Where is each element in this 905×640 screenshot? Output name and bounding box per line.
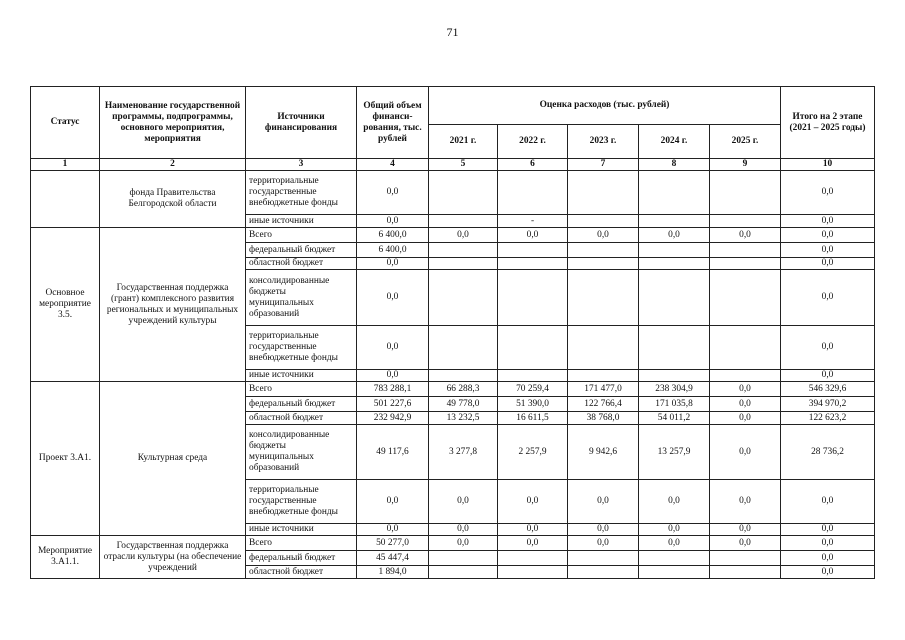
cell-total: 1 894,0	[357, 566, 429, 579]
column-number: 7	[568, 159, 639, 171]
cell-y2023: 171 477,0	[568, 382, 639, 397]
cell-y2022	[498, 566, 568, 579]
cell-stage: 0,0	[781, 480, 875, 524]
cell-stage: 0,0	[781, 536, 875, 551]
cell-y2021: 13 232,5	[429, 412, 498, 425]
cell-y2022: 2 257,9	[498, 425, 568, 480]
table-row	[31, 382, 875, 397]
cell-total: 6 400,0	[357, 243, 429, 258]
cell-y2023	[568, 270, 639, 326]
cell-y2023: 122 766,4	[568, 397, 639, 412]
cell-y2021: 3 277,8	[429, 425, 498, 480]
cell-stage: 0,0	[781, 171, 875, 215]
cell-stage: 0,0	[781, 215, 875, 228]
cell-y2023: 0,0	[568, 536, 639, 551]
cell-y2022	[498, 270, 568, 326]
header-sources: Источники финансирования	[246, 87, 357, 159]
cell-y2024	[639, 370, 710, 382]
cell-y2023	[568, 551, 639, 566]
cell-y2023: 0,0	[568, 480, 639, 524]
cell-total: 232 942,9	[357, 412, 429, 425]
cell-y2024: 171 035,8	[639, 397, 710, 412]
cell-y2023	[568, 326, 639, 370]
column-number: 2	[100, 159, 246, 171]
cell-y2025	[710, 370, 781, 382]
cell-total: 783 288,1	[357, 382, 429, 397]
cell-y2025: 0,0	[710, 524, 781, 536]
cell-y2025: 0,0	[710, 480, 781, 524]
cell-y2025	[710, 215, 781, 228]
cell-total: 0,0	[357, 215, 429, 228]
column-number: 6	[498, 159, 568, 171]
cell-stage: 0,0	[781, 258, 875, 270]
cell-y2021: 0,0	[429, 524, 498, 536]
cell-y2024: 54 011,2	[639, 412, 710, 425]
cell-stage: 0,0	[781, 370, 875, 382]
cell-y2023	[568, 566, 639, 579]
table-body	[31, 171, 875, 579]
row-source: территориальные государственные внебюджетные фонды	[246, 326, 357, 370]
cell-y2024	[639, 171, 710, 215]
header-2025: 2025 г.	[710, 125, 781, 159]
cell-stage: 0,0	[781, 551, 875, 566]
cell-y2024: 13 257,9	[639, 425, 710, 480]
cell-y2024	[639, 326, 710, 370]
cell-y2022: 0,0	[498, 524, 568, 536]
cell-y2022: 51 390,0	[498, 397, 568, 412]
cell-y2021	[429, 243, 498, 258]
column-number: 1	[31, 159, 100, 171]
cell-total: 45 447,4	[357, 551, 429, 566]
cell-y2025	[710, 243, 781, 258]
cell-stage: 546 329,6	[781, 382, 875, 397]
cell-y2025	[710, 326, 781, 370]
row-source: территориальные государственные внебюджетные фонды	[246, 171, 357, 215]
header-status: Статус	[31, 87, 100, 159]
cell-stage: 0,0	[781, 228, 875, 243]
cell-y2024	[639, 566, 710, 579]
cell-y2021: 49 778,0	[429, 397, 498, 412]
column-number: 9	[710, 159, 781, 171]
cell-y2024	[639, 270, 710, 326]
cell-stage: 0,0	[781, 566, 875, 579]
cell-y2025	[710, 258, 781, 270]
cell-stage: 0,0	[781, 243, 875, 258]
row-source: Всего	[246, 536, 357, 551]
column-numbers-row	[31, 159, 875, 171]
cell-y2022: 0,0	[498, 536, 568, 551]
cell-y2022: -	[498, 215, 568, 228]
cell-y2022: 0,0	[498, 228, 568, 243]
cell-total: 0,0	[357, 524, 429, 536]
cell-y2024: 0,0	[639, 524, 710, 536]
row-source: иные источники	[246, 215, 357, 228]
cell-y2023: 38 768,0	[568, 412, 639, 425]
cell-stage: 0,0	[781, 326, 875, 370]
cell-total: 0,0	[357, 480, 429, 524]
cell-y2021	[429, 215, 498, 228]
row-source: федеральный бюджет	[246, 243, 357, 258]
cell-stage: 0,0	[781, 524, 875, 536]
cell-y2021	[429, 566, 498, 579]
row-source: территориальные государственные внебюджетные фонды	[246, 480, 357, 524]
row-source: консолидированные бюджеты муниципальных образований	[246, 270, 357, 326]
cell-y2025	[710, 551, 781, 566]
cell-y2024	[639, 243, 710, 258]
header-estimate: Оценка расходов (тыс. рублей)	[429, 87, 781, 125]
column-number: 5	[429, 159, 498, 171]
column-number: 10	[781, 159, 875, 171]
cell-y2025: 0,0	[710, 228, 781, 243]
cell-y2025	[710, 566, 781, 579]
row-source: Всего	[246, 382, 357, 397]
cell-y2025	[710, 171, 781, 215]
cell-y2023	[568, 243, 639, 258]
cell-total: 0,0	[357, 258, 429, 270]
cell-y2022	[498, 326, 568, 370]
cell-total: 0,0	[357, 370, 429, 382]
cell-y2025: 0,0	[710, 412, 781, 425]
cell-y2022: 70 259,4	[498, 382, 568, 397]
cell-y2023: 0,0	[568, 228, 639, 243]
row-source: федеральный бюджет	[246, 551, 357, 566]
header-2021: 2021 г.	[429, 125, 498, 159]
cell-y2022: 0,0	[498, 480, 568, 524]
cell-y2025	[710, 270, 781, 326]
cell-y2024: 0,0	[639, 480, 710, 524]
row-name: Культурная среда	[100, 382, 246, 536]
table-row	[31, 228, 875, 243]
cell-y2025: 0,0	[710, 397, 781, 412]
header-total: Общий объем финанси-рования, тыс. рублей	[357, 87, 429, 159]
cell-y2021: 0,0	[429, 536, 498, 551]
cell-y2024	[639, 258, 710, 270]
cell-total: 501 227,6	[357, 397, 429, 412]
cell-stage: 0,0	[781, 270, 875, 326]
cell-y2025: 0,0	[710, 425, 781, 480]
cell-total: 6 400,0	[357, 228, 429, 243]
cell-y2024	[639, 215, 710, 228]
header-stage-total: Итого на 2 этапе (2021 – 2025 годы)	[781, 87, 875, 159]
header-name: Наименование государственной программы, подпрограммы, основного мероприятия, мероприятия	[100, 87, 246, 159]
cell-y2021: 0,0	[429, 228, 498, 243]
row-status: Проект 3.А1.	[31, 382, 100, 536]
row-source: консолидированные бюджеты муниципальных образований	[246, 425, 357, 480]
cell-y2023	[568, 215, 639, 228]
cell-y2022	[498, 171, 568, 215]
cell-y2023	[568, 171, 639, 215]
cell-y2024: 0,0	[639, 228, 710, 243]
column-number: 3	[246, 159, 357, 171]
cell-stage: 394 970,2	[781, 397, 875, 412]
header-2022: 2022 г.	[498, 125, 568, 159]
row-status	[31, 171, 100, 228]
cell-y2022	[498, 370, 568, 382]
cell-y2022	[498, 243, 568, 258]
cell-total: 0,0	[357, 171, 429, 215]
row-source: областной бюджет	[246, 412, 357, 425]
row-source: областной бюджет	[246, 258, 357, 270]
cell-y2025: 0,0	[710, 536, 781, 551]
cell-stage: 122 623,2	[781, 412, 875, 425]
cell-y2025: 0,0	[710, 382, 781, 397]
cell-y2024: 0,0	[639, 536, 710, 551]
cell-y2021	[429, 370, 498, 382]
cell-y2023: 0,0	[568, 524, 639, 536]
cell-y2021	[429, 326, 498, 370]
column-number: 4	[357, 159, 429, 171]
row-name: Государственная поддержка (грант) комплексного развития региональных и муниципальных учреждений культуры	[100, 228, 246, 382]
row-status: Основное мероприятие 3.5.	[31, 228, 100, 382]
cell-y2022	[498, 258, 568, 270]
page-number: 71	[446, 25, 459, 39]
row-source: федеральный бюджет	[246, 397, 357, 412]
cell-total: 49 117,6	[357, 425, 429, 480]
cell-total: 50 277,0	[357, 536, 429, 551]
cell-y2021: 0,0	[429, 480, 498, 524]
cell-y2024	[639, 551, 710, 566]
row-status: Мероприятие 3.А1.1.	[31, 536, 100, 579]
row-source: Всего	[246, 228, 357, 243]
cell-y2021	[429, 258, 498, 270]
budget-table	[30, 86, 875, 579]
cell-y2021	[429, 551, 498, 566]
cell-stage: 28 736,2	[781, 425, 875, 480]
row-name: Государственная поддержка отрасли культуры (на обеспечение учреждений	[100, 536, 246, 579]
row-source: иные источники	[246, 370, 357, 382]
header-2024: 2024 г.	[639, 125, 710, 159]
cell-y2021	[429, 171, 498, 215]
header-2023: 2023 г.	[568, 125, 639, 159]
row-source: иные источники	[246, 524, 357, 536]
cell-total: 0,0	[357, 270, 429, 326]
cell-y2023	[568, 258, 639, 270]
cell-y2021	[429, 270, 498, 326]
cell-total: 0,0	[357, 326, 429, 370]
cell-y2022	[498, 551, 568, 566]
table-row	[31, 536, 875, 551]
row-source: областной бюджет	[246, 566, 357, 579]
column-number: 8	[639, 159, 710, 171]
table-row	[31, 171, 875, 215]
cell-y2023: 9 942,6	[568, 425, 639, 480]
cell-y2023	[568, 370, 639, 382]
cell-y2022: 16 611,5	[498, 412, 568, 425]
row-name: фонда Правительства Белгородской области	[100, 171, 246, 228]
cell-y2024: 238 304,9	[639, 382, 710, 397]
cell-y2021: 66 288,3	[429, 382, 498, 397]
